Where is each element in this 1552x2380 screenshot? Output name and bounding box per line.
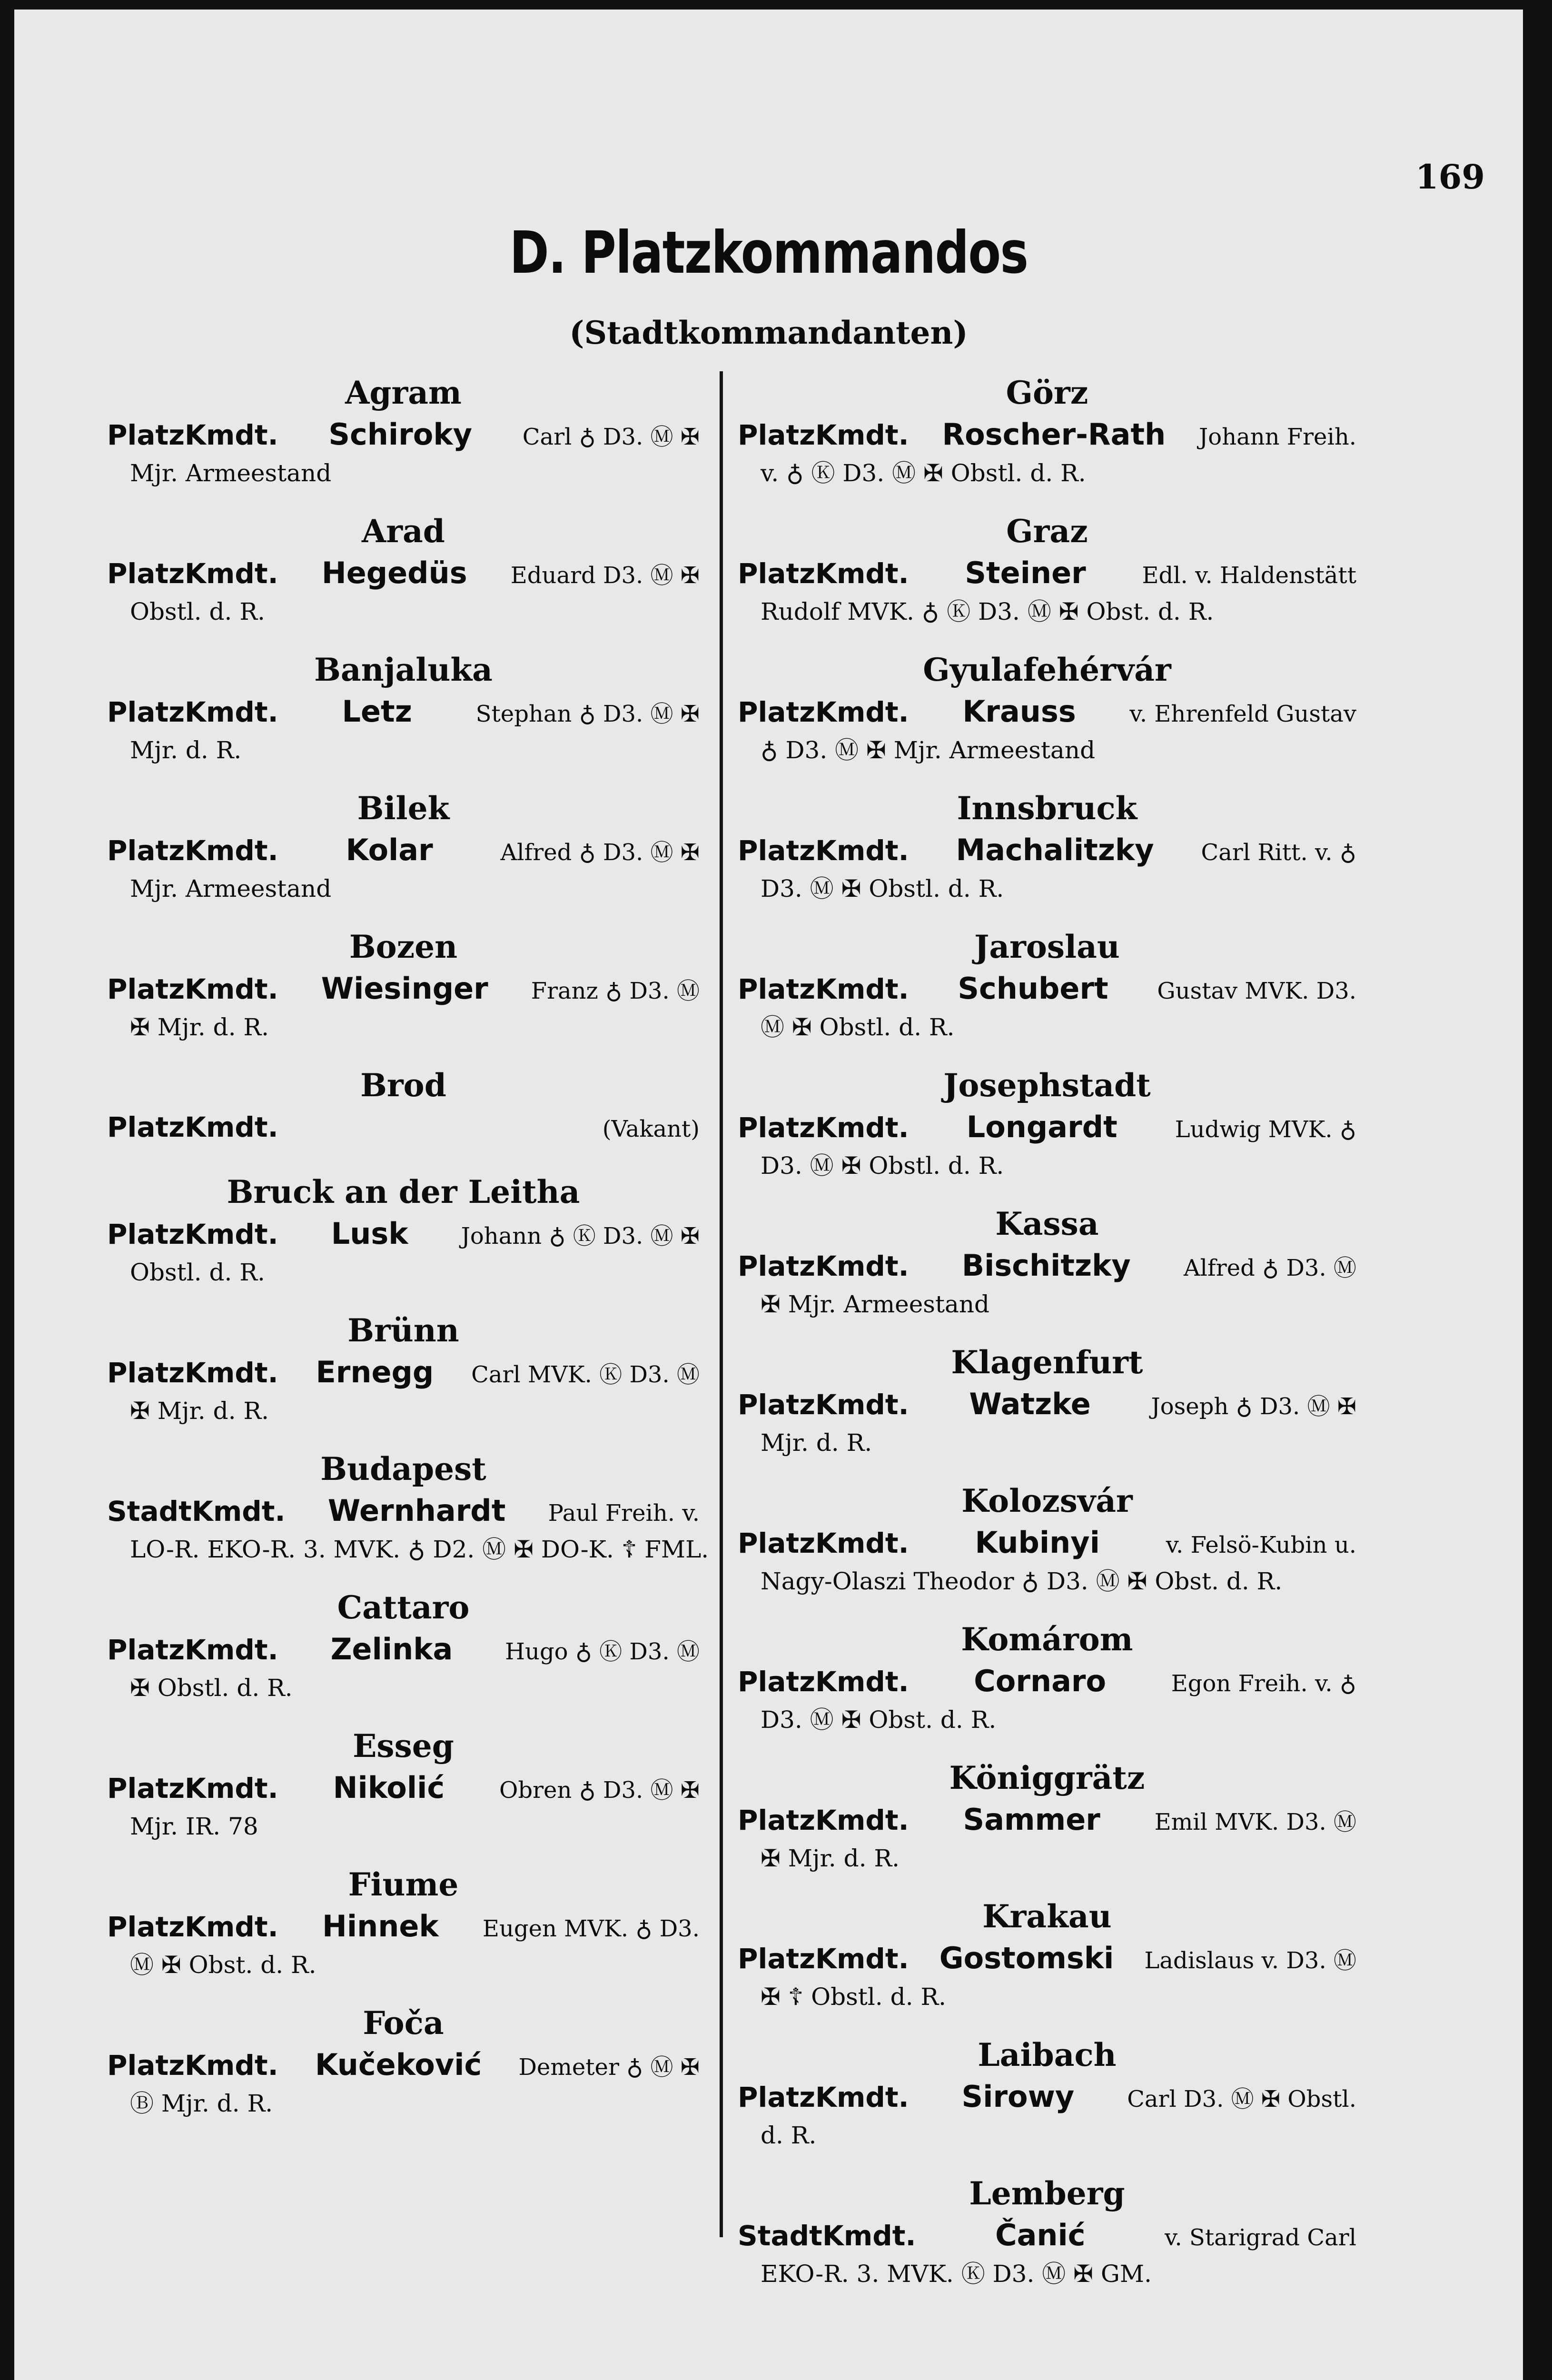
commander-details: (Vakant) <box>602 1116 700 1142</box>
commander-surname: Nikolić <box>333 1770 445 1805</box>
commander-surname: Krauss <box>962 694 1076 729</box>
command-entry <box>107 1863 700 1981</box>
rank-label: PlatzKmdt. <box>738 1943 909 1975</box>
command-entry <box>738 2033 1356 2151</box>
commander-details: Eduard D3. Ⓜ ✠ <box>510 562 700 589</box>
commander-details-continued: D3. Ⓜ ✠ Obstl. d. R. <box>761 1152 1004 1180</box>
entry-line <box>107 1490 700 1534</box>
rank-label: PlatzKmdt. <box>107 973 278 1005</box>
entry-line <box>738 1107 1356 1150</box>
commander-surname: Machalitzky <box>956 833 1154 867</box>
commander-details: Ludwig MVK. ♁ <box>1175 1116 1356 1143</box>
rank-label: PlatzKmdt. <box>107 557 278 590</box>
entry-line <box>738 830 1356 873</box>
command-entry <box>738 1064 1356 1181</box>
entry-line <box>107 1629 700 1672</box>
command-entry <box>107 1725 700 1842</box>
commander-surname: Kučeković <box>315 2047 482 2082</box>
right-column <box>738 371 1356 2311</box>
city-heading: Foča <box>363 2004 444 2042</box>
commander-surname: Longardt <box>966 1110 1117 1144</box>
entry-line <box>107 1767 700 1811</box>
command-entry <box>738 787 1356 904</box>
city-heading: Brünn <box>347 1312 459 1349</box>
entry-line <box>107 553 700 596</box>
commander-details-continued: D3. Ⓜ ✠ Obst. d. R. <box>761 1706 997 1734</box>
commander-details: Edl. v. Haldenstätt <box>1142 562 1356 589</box>
rank-label: PlatzKmdt. <box>738 834 909 867</box>
command-entry <box>107 1170 700 1288</box>
commander-details: v. Ehrenfeld Gustav <box>1129 701 1356 727</box>
commander-details-continued: Ⓜ ✠ Obstl. d. R. <box>761 1013 955 1041</box>
city-heading: Komárom <box>961 1621 1133 1658</box>
rank-label: PlatzKmdt. <box>107 696 278 728</box>
command-entry <box>738 371 1356 489</box>
commander-details: Carl D3. Ⓜ ✠ Obstl. <box>1127 2086 1356 2112</box>
commander-details-continued: Rudolf MVK. ♁ Ⓚ D3. Ⓜ ✠ Obst. d. R. <box>761 598 1214 625</box>
rank-label: PlatzKmdt. <box>107 834 278 867</box>
commander-surname: Kubinyi <box>975 1525 1100 1560</box>
command-entry <box>738 925 1356 1043</box>
page-title: D. Platzkommandos <box>509 219 1028 287</box>
command-entry <box>738 648 1356 766</box>
city-heading: Klagenfurt <box>951 1344 1143 1381</box>
command-entry <box>738 2172 1356 2290</box>
commander-details: v. Starigrad Carl <box>1165 2224 1356 2251</box>
city-heading: Josephstadt <box>943 1067 1151 1104</box>
commander-details-continued: Mjr. IR. 78 <box>130 1813 258 1840</box>
rank-label: PlatzKmdt. <box>738 419 909 451</box>
commander-details-continued: LO-R. EKO-R. 3. MVK. ♁ D2. Ⓜ ✠ DO-K. ☦ FML. <box>130 1536 709 1563</box>
rank-label: PlatzKmdt. <box>738 2081 909 2113</box>
entry-line <box>107 414 700 457</box>
command-entry <box>738 1341 1356 1458</box>
entry-line <box>107 2044 700 2088</box>
rank-label: PlatzKmdt. <box>738 1250 909 1282</box>
column-divider <box>720 371 723 2237</box>
commander-details-continued: ✠ ☦ Obstl. d. R. <box>761 1983 947 2011</box>
commander-surname: Wiesinger <box>321 971 488 1006</box>
commander-details-continued: Ⓜ ✠ Obst. d. R. <box>130 1951 316 1979</box>
entry-line <box>738 1661 1356 1704</box>
commander-surname: Kolar <box>346 833 433 867</box>
commander-details-continued: Obstl. d. R. <box>130 598 265 625</box>
commander-details: Hugo ♁ Ⓚ D3. Ⓜ <box>505 1638 700 1665</box>
city-heading: Jaroslau <box>974 928 1120 965</box>
commander-surname: Schiroky <box>328 417 473 452</box>
commander-surname: Hegedüs <box>321 555 467 590</box>
commander-details-continued: ✠ Mjr. d. R. <box>761 1844 900 1872</box>
page-subtitle: (Stadtkommandanten) <box>569 314 968 351</box>
entry-line <box>738 691 1356 734</box>
rank-label: StadtKmdt. <box>107 1495 286 1527</box>
rank-label: PlatzKmdt. <box>738 973 909 1005</box>
entry-line <box>738 1384 1356 1427</box>
entry-line <box>107 830 700 873</box>
commander-details: Johann Freih. <box>1199 424 1356 450</box>
rank-label: PlatzKmdt. <box>107 1772 278 1805</box>
rank-label: PlatzKmdt. <box>107 1218 278 1250</box>
city-heading: Fiume <box>348 1866 459 1903</box>
commander-details: Egon Freih. v. ♁ <box>1171 1670 1356 1697</box>
city-heading: Görz <box>1006 374 1088 411</box>
commander-details-continued: ♁ D3. Ⓜ ✠ Mjr. Armeestand <box>761 736 1096 764</box>
commander-details: Eugen MVK. ♁ D3. <box>482 1915 700 1942</box>
commander-surname: Gostomski <box>939 1941 1114 1975</box>
command-entry <box>107 371 700 489</box>
commander-details: Johann ♁ Ⓚ D3. Ⓜ ✠ <box>461 1223 700 1250</box>
commander-details: Obren ♁ D3. Ⓜ ✠ <box>499 1777 700 1804</box>
city-heading: Budapest <box>320 1450 486 1488</box>
commander-details: Emil MVK. D3. Ⓜ <box>1154 1809 1356 1835</box>
commander-details-continued: d. R. <box>761 2122 817 2149</box>
commander-surname: Ernegg <box>316 1355 434 1389</box>
left-column <box>107 371 709 2140</box>
commander-details: Paul Freih. v. <box>548 1500 700 1527</box>
commander-surname: Wernhardt <box>327 1493 506 1528</box>
commander-details: Carl ♁ D3. Ⓜ ✠ <box>522 424 700 450</box>
command-entry <box>738 1618 1356 1735</box>
city-heading: Laibach <box>978 2036 1117 2073</box>
commander-surname: Sammer <box>963 1802 1100 1837</box>
commander-details: Carl Ritt. v. ♁ <box>1201 839 1356 866</box>
city-heading: Lemberg <box>969 2175 1125 2212</box>
commander-details: Stephan ♁ D3. Ⓜ ✠ <box>475 701 700 727</box>
commander-surname: Roscher-Rath <box>942 417 1166 452</box>
commander-details-continued: D3. Ⓜ ✠ Obstl. d. R. <box>761 875 1004 902</box>
command-entry <box>738 510 1356 627</box>
rank-label: PlatzKmdt. <box>738 1111 909 1144</box>
commander-details: Joseph ♁ D3. Ⓜ ✠ <box>1151 1393 1356 1420</box>
commander-surname: Cornaro <box>974 1664 1107 1698</box>
commander-details: Gustav MVK. D3. <box>1157 978 1356 1004</box>
commander-details: Carl MVK. Ⓚ D3. Ⓜ <box>471 1361 700 1388</box>
command-entry <box>107 925 700 1043</box>
commander-details: Demeter ♁ Ⓜ ✠ <box>518 2054 700 2081</box>
rank-label: PlatzKmdt. <box>107 1634 278 1666</box>
rank-label: PlatzKmdt. <box>107 419 278 451</box>
entry-line <box>107 968 700 1012</box>
commander-surname: Sirowy <box>961 2079 1075 2114</box>
city-heading: Agram <box>345 374 462 411</box>
rank-label: PlatzKmdt. <box>738 1388 909 1421</box>
city-heading: Cattaro <box>337 1589 470 1626</box>
command-entry <box>107 510 700 627</box>
entry-line <box>738 2215 1356 2258</box>
commander-details-continued: Nagy-Olaszi Theodor ♁ D3. Ⓜ ✠ Obst. d. R. <box>761 1567 1283 1595</box>
rank-label: PlatzKmdt. <box>738 1804 909 1836</box>
city-heading: Brod <box>360 1067 446 1104</box>
city-heading: Bilek <box>357 790 450 827</box>
entry-line <box>107 1213 700 1257</box>
commander-details: Alfred ♁ D3. Ⓜ <box>1183 1255 1356 1281</box>
commander-details: Ladislaus v. D3. Ⓜ <box>1144 1947 1356 1974</box>
entry-line <box>107 1352 700 1395</box>
commander-details-continued: Mjr. d. R. <box>761 1429 872 1457</box>
rank-label: PlatzKmdt. <box>738 1527 909 1559</box>
entry-line <box>738 553 1356 596</box>
city-heading: Bruck an der Leitha <box>227 1173 580 1210</box>
entry-line <box>738 1938 1356 1981</box>
page-number: 169 <box>1415 157 1485 197</box>
city-heading: Graz <box>1006 513 1088 550</box>
commander-details-continued: Obstl. d. R. <box>130 1259 265 1286</box>
rank-label: PlatzKmdt. <box>738 1666 909 1698</box>
entry-line <box>738 968 1356 1012</box>
commander-surname: Steiner <box>965 555 1086 590</box>
command-entry <box>738 1895 1356 2013</box>
rank-label: PlatzKmdt. <box>107 2049 278 2082</box>
rank-label: PlatzKmdt. <box>107 1111 278 1143</box>
rank-label: StadtKmdt. <box>738 2220 916 2252</box>
commander-details: v. Felsö-Kubin u. <box>1166 1532 1356 1558</box>
commander-details: Alfred ♁ D3. Ⓜ ✠ <box>500 839 700 866</box>
commander-details-continued: Mjr. d. R. <box>130 736 242 764</box>
commander-details-continued: ✠ Obstl. d. R. <box>130 1674 293 1702</box>
commander-surname: Letz <box>342 694 412 729</box>
commander-details-continued: v. ♁ Ⓚ D3. Ⓜ ✠ Obstl. d. R. <box>761 459 1086 487</box>
commander-surname: Hinnek <box>322 1909 439 1944</box>
city-heading: Krakau <box>982 1898 1112 1935</box>
document-page <box>14 10 1523 2380</box>
command-entry <box>738 1202 1356 1320</box>
commander-surname: Watzke <box>969 1387 1091 1421</box>
city-heading: Königgrätz <box>949 1759 1145 1796</box>
command-entry <box>107 2002 700 2119</box>
commander-surname: Zelinka <box>330 1632 453 1666</box>
entry-line <box>107 1906 700 1949</box>
commander-surname: Bischitzky <box>961 1248 1131 1283</box>
city-heading: Kolozsvár <box>961 1482 1133 1519</box>
city-heading: Kassa <box>995 1205 1099 1242</box>
entry-line <box>107 691 700 734</box>
entry-line <box>738 1245 1356 1289</box>
command-entry <box>107 1586 700 1704</box>
entry-line <box>738 2076 1356 2120</box>
command-entry <box>107 648 700 766</box>
city-heading: Arad <box>362 513 445 550</box>
entry-line <box>738 414 1356 457</box>
command-entry <box>738 1479 1356 1597</box>
commander-surname: Lusk <box>331 1216 408 1251</box>
commander-details-continued: ✠ Mjr. Armeestand <box>761 1290 990 1318</box>
city-heading: Esseg <box>353 1727 454 1765</box>
city-heading: Banjaluka <box>314 651 493 688</box>
rank-label: PlatzKmdt. <box>107 1911 278 1943</box>
commander-details-continued: Mjr. Armeestand <box>130 459 332 487</box>
city-heading: Gyulafehérvár <box>923 651 1171 688</box>
command-entry <box>107 1448 709 1565</box>
command-entry <box>107 1064 700 1150</box>
city-heading: Innsbruck <box>957 790 1137 827</box>
rank-label: PlatzKmdt. <box>107 1357 278 1389</box>
commander-surname: Čanić <box>995 2218 1086 2252</box>
commander-details-continued: ✠ Mjr. d. R. <box>130 1397 269 1425</box>
commander-details-continued: ✠ Mjr. d. R. <box>130 1013 269 1041</box>
commander-details-continued: EKO-R. 3. MVK. Ⓚ D3. Ⓜ ✠ GM. <box>761 2260 1152 2288</box>
commander-details: Franz ♁ D3. Ⓜ <box>531 978 700 1004</box>
rank-label: PlatzKmdt. <box>738 696 909 728</box>
entry-line <box>107 1107 700 1150</box>
commander-surname: Schubert <box>958 971 1108 1006</box>
command-entry <box>738 1756 1356 1874</box>
city-heading: Bozen <box>349 928 458 965</box>
entry-line <box>738 1799 1356 1843</box>
rank-label: PlatzKmdt. <box>738 557 909 590</box>
entry-line <box>738 1522 1356 1566</box>
commander-details-continued: Ⓑ Mjr. d. R. <box>130 2090 273 2117</box>
commander-details-continued: Mjr. Armeestand <box>130 875 332 902</box>
command-entry <box>107 1309 700 1427</box>
command-entry <box>107 787 700 904</box>
